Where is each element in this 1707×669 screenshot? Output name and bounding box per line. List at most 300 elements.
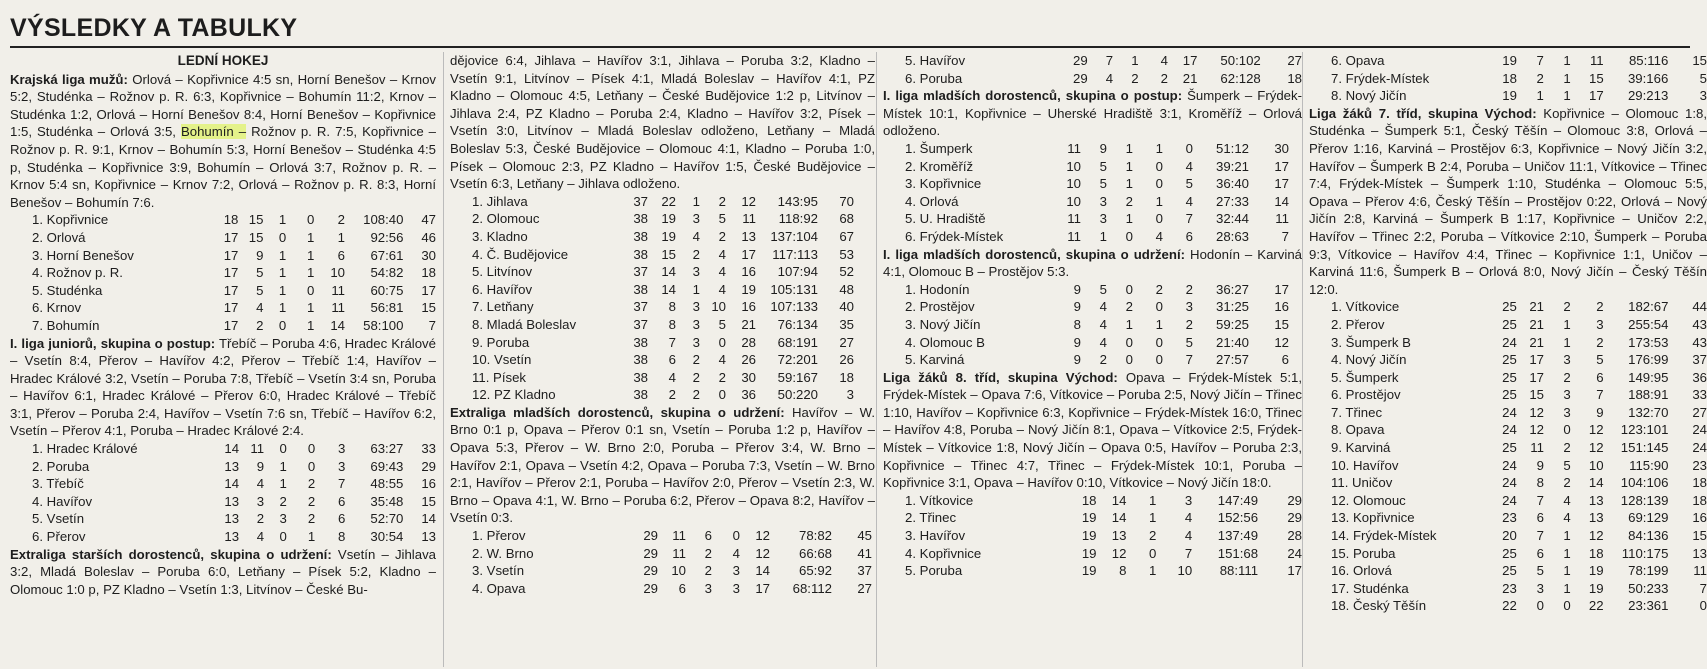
team-name-cell: 3. Kladno — [472, 228, 528, 244]
stat-cell: 67 — [839, 228, 854, 244]
team-name-cell: 8. Opava — [1331, 422, 1385, 438]
table-row — [1309, 369, 1707, 387]
team-name-cell: 2. Poruba — [32, 458, 90, 474]
stat-cell: 26 — [839, 352, 854, 368]
stat-cell: 14 — [224, 441, 240, 457]
team-name-cell: 4. Havířov — [32, 493, 93, 509]
table-row — [883, 298, 1289, 316]
stat-cell: 4 — [668, 369, 676, 385]
table-row — [883, 158, 1289, 176]
stat-cell: 76:134 — [777, 316, 818, 332]
stat-cell: 58:100 — [363, 317, 404, 333]
team-name-cell: 4. Nový Jičín — [1331, 352, 1407, 368]
stat-cell: 28 — [1287, 528, 1302, 544]
stat-cell: 0 — [279, 529, 287, 545]
league-heading: I. liga mladších dorostenců, skupina o postup: — [883, 88, 1183, 104]
stat-cell: 21 — [1529, 334, 1544, 350]
results-text: Orlová – Kopřivnice 4:5 sn, Horní Benešov – Krnov 5:2, Studénka – Rožnov p. R. 6:3, Kopřivnice – Bohumín 11:2, Krnov – Studénka 1:2, Orlová – Horní Benešov 8:4, Horní Benešov – Kopřivnice 1:5, Studénka – Orlová 3:5, — [10, 71, 437, 140]
team-name-cell: 4. Rožnov p. R. — [32, 265, 123, 281]
table-row — [1309, 87, 1707, 105]
team-name-cell: 1. Vítkovice — [1331, 299, 1400, 315]
stat-cell: 14 — [661, 264, 676, 280]
table-row — [883, 70, 1302, 88]
stat-cell: 4 — [732, 545, 740, 561]
stat-cell: 0 — [307, 458, 316, 474]
stat-cell: 7 — [1184, 545, 1193, 561]
stat-cell: 11 — [1530, 440, 1544, 456]
stat-cell: 188:91 — [1628, 387, 1669, 403]
stat-cell: 2 — [1563, 440, 1571, 456]
stat-cell: 14 — [330, 317, 346, 333]
stat-cell: 2 — [256, 317, 264, 333]
stat-cell: 1 — [1563, 545, 1571, 561]
stat-cell: 11 — [672, 545, 686, 561]
table-row — [450, 580, 872, 598]
stat-cell: 105:131 — [770, 281, 818, 297]
stat-cell: 1 — [1131, 53, 1139, 68]
stat-cell: 1 — [1155, 140, 1163, 156]
stat-cell: 6 — [1281, 352, 1289, 368]
results-text: Havířov – W. Brno 0:1 p, Opava – Přerov 0:1 sn, Vsetín – Poruba 1:2 p, Havířov – Opava 5:3, Přerov – W. Brno 2:0, Poruba – Přerov 3:4, W. Brno – Havířov 2:1, Opava – Vsetín 4:2, Opava – Poruba 7:3, Vsetín – W. Brno 2:1, Havířov – Přerov 2:1, Poruba – Havířov 2:0, Přerov – Vsetín 2:3, W. Brno – Opava 4:1, W. Brno – Poruba 6:2, Přerov – Opava 8:2, Havířov – Vsetín 0:3. — [450, 404, 875, 526]
team-name-cell: 6. Prostějov — [1331, 387, 1401, 403]
stat-cell: 1 — [1563, 528, 1571, 544]
standings-table — [883, 140, 1289, 246]
stat-cell: 16 — [1274, 299, 1289, 315]
stat-cell: 19 — [1588, 563, 1604, 579]
league-heading: I. liga juniorů, skupina o postup: — [10, 335, 216, 351]
team-name-cell: 5. Studénka — [32, 282, 103, 298]
stat-cell: 3 — [1699, 88, 1707, 104]
stat-cell: 11 — [1275, 211, 1289, 227]
stat-cell: 1 — [1155, 193, 1163, 209]
krajska-liga-results — [10, 71, 436, 212]
stat-cell: 6 — [338, 493, 346, 509]
stat-cell: 2 — [1099, 352, 1107, 368]
team-name-cell: 2. Třinec — [905, 510, 957, 526]
stat-cell: 7 — [1536, 53, 1544, 68]
stat-cell: 9 — [1073, 334, 1081, 350]
stat-cell: 1 — [278, 282, 287, 298]
stat-cell: 5 — [718, 211, 726, 227]
stat-cell: 18 — [421, 265, 436, 281]
team-name-cell: 1. Přerov — [472, 528, 526, 544]
team-name-cell: 1. Jihlava — [472, 193, 528, 209]
stat-cell: 17 — [421, 282, 436, 298]
stat-cell: 11 — [1589, 53, 1604, 68]
stat-cell: 2 — [692, 352, 700, 368]
stat-cell: 25 — [1502, 563, 1517, 579]
team-name-cell: 1. Kopřivnice — [32, 212, 109, 228]
results-columns — [10, 52, 1707, 669]
stat-cell: 48:55 — [370, 476, 404, 492]
team-name-cell: 6. Havířov — [472, 281, 533, 297]
stat-cell: 1 — [278, 247, 287, 263]
stat-cell: 132:70 — [1628, 404, 1669, 420]
stat-cell: 151:68 — [1217, 545, 1259, 561]
stat-cell: 4 — [1099, 299, 1107, 315]
stat-cell: 19 — [661, 228, 676, 244]
stat-cell: 7 — [1185, 211, 1193, 227]
results-text: Hodonín – Karviná 4:1, Olomouc B – Prostějov 5:3. — [883, 246, 1302, 280]
stat-cell: 88:111 — [1219, 563, 1259, 579]
stat-cell: 117:113 — [772, 246, 818, 262]
stat-cell: 137:49 — [1217, 528, 1259, 544]
stat-cell: 0 — [1125, 352, 1133, 368]
stat-cell: 36:40 — [1215, 176, 1249, 192]
table-row — [10, 510, 436, 528]
results-text: Šumperk – Frýdek-Místek 10:1, Kopřivnice – Uherské Hradiště 3:1, Kroměříž – Orlová odloženo. — [883, 88, 1302, 139]
stat-cell: 4 — [1184, 510, 1193, 526]
stat-cell: 14 — [421, 511, 436, 527]
stat-cell: 18 — [1692, 475, 1707, 491]
stat-cell: 1 — [307, 317, 315, 333]
stat-cell: 3 — [1099, 211, 1107, 227]
table-row — [883, 527, 1302, 545]
stat-cell: 2 — [1536, 70, 1544, 86]
table-row — [883, 316, 1289, 334]
stat-cell: 4 — [1563, 492, 1571, 508]
team-name-cell: 3. Šumperk B — [1331, 334, 1411, 350]
stat-cell: 2 — [692, 369, 700, 385]
stat-cell: 78:82 — [798, 528, 832, 544]
stat-cell: 5 — [718, 316, 726, 332]
stat-cell: 2 — [692, 387, 700, 403]
stat-cell: 13 — [224, 458, 240, 474]
stat-cell: 4 — [1563, 510, 1571, 526]
stat-cell: 1 — [1563, 53, 1571, 68]
stat-cell: 24 — [1502, 475, 1517, 491]
league-heading: Liga žáků 7. tříd, skupina Východ: — [1309, 105, 1537, 121]
team-name-cell: 9. Poruba — [472, 334, 530, 350]
stat-cell: 0 — [1155, 176, 1163, 192]
stat-cell: 52 — [839, 264, 854, 280]
stat-cell: 152:56 — [1217, 510, 1259, 526]
stat-cell: 66:68 — [798, 545, 832, 561]
stat-cell: 12 — [1111, 545, 1127, 561]
table-row — [10, 299, 436, 317]
stat-cell: 6 — [668, 352, 676, 368]
stat-cell: 10 — [1066, 193, 1081, 209]
stat-cell: 0 — [718, 387, 726, 403]
team-name-cell: 1. Vítkovice — [905, 492, 974, 508]
stat-cell: 40 — [839, 299, 854, 315]
stat-cell: 17 — [223, 265, 239, 281]
stat-cell: 13 — [1588, 510, 1604, 526]
stat-cell: 17 — [223, 317, 239, 333]
table-row — [1309, 492, 1707, 510]
team-name-cell: 2. Kroměříž — [905, 158, 974, 174]
stat-cell: 25 — [1502, 387, 1517, 403]
stat-cell: 18 — [1588, 545, 1604, 561]
stat-cell: 1 — [1148, 510, 1157, 526]
stat-cell: 17 — [223, 229, 239, 245]
stat-cell: 2 — [337, 212, 346, 228]
stat-cell: 38 — [633, 352, 648, 368]
stat-cell: 17 — [1182, 53, 1198, 68]
stat-cell: 1 — [1563, 334, 1571, 350]
stat-cell: 47 — [421, 212, 436, 228]
stat-cell: 6 — [1596, 369, 1604, 385]
stat-cell: 51:12 — [1215, 140, 1249, 156]
team-name-cell: 2. Orlová — [32, 229, 86, 245]
stat-cell: 5 — [1563, 457, 1571, 473]
stat-cell: 17 — [223, 247, 239, 263]
stat-cell: 4 — [1185, 158, 1193, 174]
stat-cell: 72:201 — [777, 352, 818, 368]
stat-cell: 0 — [1148, 545, 1157, 561]
stat-cell: 11 — [331, 300, 346, 316]
stat-cell: 68:191 — [777, 334, 818, 350]
stat-cell: 0 — [1125, 334, 1133, 350]
table-row — [450, 545, 872, 563]
stat-cell: 107:133 — [770, 299, 818, 315]
table-row — [883, 193, 1289, 211]
team-name-cell: 7. Letňany — [472, 299, 534, 315]
stat-cell: 3 — [1563, 352, 1571, 368]
stat-cell: 1 — [307, 229, 315, 245]
standings-table — [450, 193, 854, 404]
stat-cell: 2 — [279, 493, 287, 509]
table-row — [10, 458, 436, 476]
stat-cell: 19 — [1081, 563, 1097, 579]
stat-cell: 13 — [224, 511, 240, 527]
stat-cell: 7 — [1536, 528, 1544, 544]
stat-cell: 12 — [1529, 404, 1544, 420]
standings-table — [883, 492, 1302, 580]
table-row — [10, 440, 436, 458]
stat-cell: 23:361 — [1628, 598, 1669, 614]
stat-cell: 2 — [1563, 299, 1571, 315]
team-name-cell: 10. Vsetín — [472, 352, 532, 368]
stat-cell: 0 — [278, 317, 287, 333]
table-row — [1309, 597, 1707, 615]
table-row — [883, 351, 1289, 369]
table-row — [10, 282, 436, 300]
stat-cell: 17 — [1588, 88, 1604, 104]
table-row — [450, 246, 854, 264]
team-name-cell: 7. Frýdek-Místek — [1331, 70, 1430, 86]
stat-cell: 1 — [1125, 316, 1133, 332]
stat-cell: 27 — [1692, 404, 1707, 420]
stat-cell: 9 — [1099, 140, 1107, 156]
stat-cell: 16 — [421, 476, 436, 492]
stat-cell: 3 — [256, 493, 265, 509]
stat-cell: 0 — [1536, 598, 1544, 614]
stat-cell: 2 — [668, 387, 676, 403]
team-name-cell: 4. Kopřivnice — [905, 545, 982, 561]
stat-cell: 36 — [1692, 369, 1707, 385]
stat-cell: 4 — [256, 529, 265, 545]
highlighted-text: Bohumín – — [180, 124, 247, 140]
stat-cell: 24 — [1502, 404, 1517, 420]
stat-cell: 16 — [1692, 510, 1707, 526]
team-name-cell: 3. Kopřivnice — [905, 176, 982, 192]
stat-cell: 255:54 — [1628, 316, 1669, 332]
stat-cell: 3 — [692, 299, 700, 315]
stat-cell: 7 — [1281, 228, 1289, 244]
stat-cell: 22 — [661, 193, 676, 209]
stat-cell: 4 — [256, 476, 265, 492]
stat-cell: 2 — [1125, 193, 1133, 209]
stat-cell: 11 — [1693, 563, 1707, 579]
stat-cell: 38 — [633, 228, 648, 244]
stat-cell: 147:49 — [1217, 492, 1259, 508]
stat-cell: 2 — [1185, 316, 1193, 332]
table-row — [1309, 70, 1707, 88]
stat-cell: 17 — [741, 246, 756, 262]
stat-cell: 2 — [1131, 70, 1139, 86]
stat-cell: 29 — [1073, 53, 1088, 68]
team-name-cell: 4. Orlová — [905, 193, 959, 209]
stat-cell: 18 — [1287, 70, 1302, 86]
table-row — [1309, 527, 1707, 545]
stat-cell: 5 — [1699, 70, 1707, 86]
stat-cell: 12 — [1274, 334, 1289, 350]
stat-cell: 3 — [692, 334, 700, 350]
table-row — [1309, 334, 1707, 352]
team-name-cell: 4. Č. Budějovice — [472, 246, 569, 262]
stat-cell: 38 — [633, 369, 648, 385]
table-row — [10, 317, 436, 335]
stat-cell: 13 — [421, 529, 436, 545]
results-text: Třebíč – Poruba 4:6, Hradec Králové – Vsetín 8:4, Přerov – Havířov 4:2, Přerov – Třebíč 1:4, Havířov – Hradec Králové 3:2, Vsetín – Poruba 7:8, Třebíč – Vsetín 3:4 sn, Poruba – Havířov 6:1, Hradec Králové – Přerov 6:0, Hradec Králové – Třebíč 3:1, Přerov – Poruba 2:4, Havířov – Vsetín 7:6 sn, Třebíč – Havířov 6:2, Vsetín – Přerov 4:1, Poruba – Hradec Králové 2:4. — [10, 335, 436, 439]
stat-cell: 15 — [1529, 387, 1544, 403]
stat-cell: 5 — [1536, 563, 1544, 579]
stat-cell: 67:61 — [370, 247, 404, 263]
stat-cell: 0 — [307, 282, 315, 298]
stat-cell: 21:40 — [1215, 334, 1249, 350]
stat-cell: 9 — [1073, 352, 1081, 368]
stat-cell: 29 — [1287, 510, 1302, 526]
stat-cell: 30 — [1274, 140, 1289, 156]
team-name-cell: 3. Vsetín — [472, 563, 525, 579]
stat-cell: 110:175 — [1621, 545, 1669, 561]
table-row — [883, 175, 1289, 193]
stat-cell: 29 — [643, 528, 658, 544]
table-row — [10, 247, 436, 265]
stat-cell: 11 — [1067, 140, 1081, 156]
stat-cell: 36:27 — [1215, 281, 1249, 297]
stat-cell: 8 — [668, 316, 676, 332]
extraliga-starsi-results — [10, 546, 436, 599]
stat-cell: 2 — [1185, 281, 1193, 297]
stat-cell: 2 — [256, 511, 265, 527]
table-row — [1309, 316, 1707, 334]
standings-table — [10, 211, 436, 334]
table-row — [10, 211, 436, 229]
stat-cell: 3 — [732, 563, 740, 579]
stat-cell: 4 — [1155, 228, 1163, 244]
table-row — [450, 369, 854, 387]
stat-cell: 26 — [741, 352, 756, 368]
stat-cell: 2 — [718, 193, 726, 209]
team-name-cell: 3. Třebíč — [32, 476, 84, 492]
stat-cell: 182:67 — [1628, 299, 1669, 315]
table-row — [10, 475, 436, 493]
standings-table — [1309, 298, 1707, 615]
team-name-cell: 4. Opava — [472, 580, 526, 596]
stat-cell: 27:33 — [1215, 193, 1249, 209]
stat-cell: 4 — [1105, 70, 1114, 86]
liga-mladsi-udrzeni-results — [883, 246, 1302, 281]
stat-cell: 0 — [1185, 140, 1193, 156]
stat-cell: 18 — [1081, 492, 1097, 508]
juniori-results — [10, 335, 436, 441]
stat-cell: 9 — [256, 458, 265, 474]
stat-cell: 46 — [421, 229, 436, 245]
table-row — [450, 386, 854, 404]
stat-cell: 118:92 — [778, 211, 818, 227]
stat-cell: 19 — [1502, 53, 1517, 68]
stat-cell: 8 — [1536, 475, 1544, 491]
table-row — [883, 509, 1302, 527]
team-name-cell: 2. W. Brno — [472, 545, 534, 561]
stat-cell: 13 — [224, 529, 240, 545]
table-row — [1309, 457, 1707, 475]
stat-cell: 3 — [1596, 316, 1604, 332]
stat-cell: 69:129 — [1628, 510, 1669, 526]
stat-cell: 29 — [643, 563, 658, 579]
stat-cell: 14 — [1111, 510, 1127, 526]
team-name-cell: 5. U. Hradiště — [905, 211, 986, 227]
section-heading: LEDNÍ HOKEJ — [177, 53, 269, 68]
team-name-cell: 5. Litvínov — [472, 264, 533, 280]
stat-cell: 20 — [1502, 528, 1517, 544]
stat-cell: 0 — [1125, 281, 1133, 297]
stat-cell: 29 — [1073, 70, 1088, 86]
stat-cell: 7 — [1105, 53, 1114, 68]
table-row — [450, 562, 872, 580]
stat-cell: 2 — [307, 476, 316, 492]
stat-cell: 21 — [1529, 299, 1544, 315]
stat-cell: 19 — [1081, 510, 1097, 526]
stat-cell: 3 — [704, 580, 712, 596]
stat-cell: 22 — [1502, 598, 1517, 614]
stat-cell: 39:166 — [1627, 70, 1669, 86]
table-row — [1309, 386, 1707, 404]
team-name-cell: 6. Opava — [1331, 53, 1385, 68]
stat-cell: 1 — [278, 212, 287, 228]
stat-cell: 17 — [1287, 563, 1302, 579]
stat-cell: 10 — [1066, 158, 1081, 174]
stat-cell: 27 — [1287, 53, 1302, 68]
stat-cell: 52:70 — [370, 511, 404, 527]
stat-cell: 3 — [338, 458, 346, 474]
stat-cell: 0 — [1155, 211, 1163, 227]
table-row — [450, 298, 854, 316]
stat-cell: 15 — [1274, 316, 1289, 332]
stat-cell: 27 — [857, 580, 872, 596]
stat-cell: 2 — [1155, 281, 1163, 297]
stat-cell: 107:94 — [777, 264, 818, 280]
table-row — [10, 229, 436, 247]
stat-cell: 63:27 — [370, 441, 404, 457]
stat-cell: 59:167 — [777, 369, 818, 385]
stat-cell: 0 — [1155, 158, 1163, 174]
team-name-cell: 3. Horní Benešov — [32, 247, 134, 263]
stat-cell: 17 — [1274, 281, 1289, 297]
stat-cell: 4 — [1099, 316, 1107, 332]
stat-cell: 2 — [718, 228, 726, 244]
team-name-cell: 5. Karviná — [905, 352, 965, 368]
stat-cell: 50:233 — [1628, 580, 1669, 596]
stat-cell: 25 — [1502, 352, 1517, 368]
stat-cell: 16 — [741, 299, 756, 315]
stat-cell: 37 — [633, 316, 648, 332]
table-row — [10, 528, 436, 546]
stat-cell: 15 — [248, 229, 264, 245]
stat-cell: 15 — [1588, 70, 1604, 86]
